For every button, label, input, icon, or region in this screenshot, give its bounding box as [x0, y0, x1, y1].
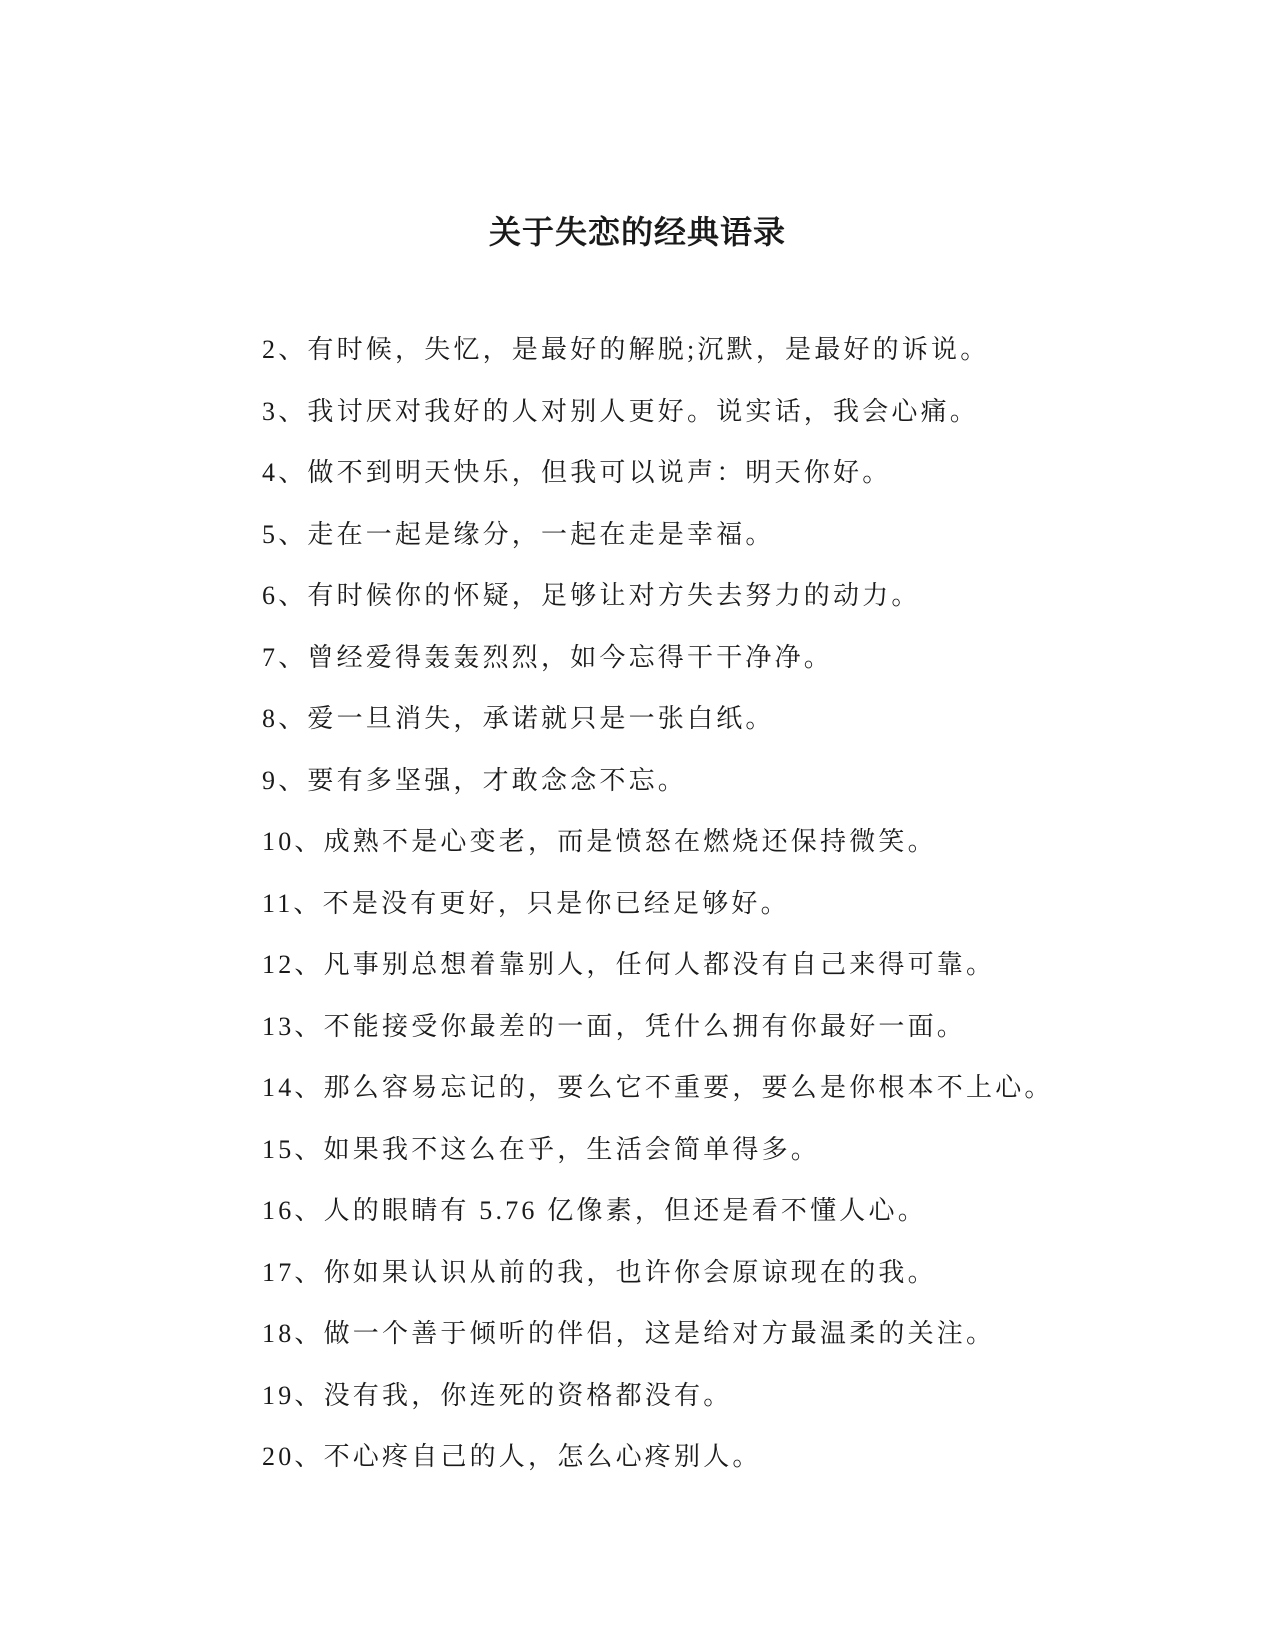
quote-item: 10、成熟不是心变老，而是愤怒在燃烧还保持微笑。 [262, 827, 937, 856]
quote-item: 19、没有我，你连死的资格都没有。 [262, 1380, 733, 1410]
quote-list [262, 330, 1162, 1499]
quote-item: 11、不是没有更好，只是你已经足够好。 [262, 888, 790, 918]
quote-item: 8、爱一旦消失，承诺就只是一张白纸。 [262, 704, 775, 733]
quote-item: 14、那么容易忘记的，要么它不重要，要么是你根本不上心。 [262, 1073, 1054, 1102]
quote-item: 17、你如果认识从前的我，也许你会原谅现在的我。 [262, 1257, 937, 1287]
quote-item: 13、不能接受你最差的一面，凭什么拥有你最好一面。 [262, 1011, 967, 1041]
quote-item: 15、如果我不这么在乎，生活会简单得多。 [262, 1134, 821, 1164]
quote-item: 16、人的眼睛有 5.76 亿像素，但还是看不懂人心。 [262, 1196, 927, 1225]
quote-item: 5、走在一起是缘分，一起在走是幸福。 [262, 519, 775, 549]
quote-item: 18、做一个善于倾听的伴侣，这是给对方最温柔的关注。 [262, 1319, 996, 1348]
quote-item: 2、有时候，失忆，是最好的解脱;沉默，是最好的诉说。 [262, 335, 990, 364]
quote-item: 7、曾经爱得轰轰烈烈，如今忘得干干净净。 [262, 642, 834, 672]
quote-item: 20、不心疼自己的人，怎么心疼别人。 [262, 1442, 762, 1471]
quote-item: 6、有时候你的怀疑，足够让对方失去努力的动力。 [262, 581, 921, 610]
quote-item: 9、要有多坚强，才敢念念不忘。 [262, 765, 688, 795]
quote-item: 4、做不到明天快乐，但我可以说声：明天你好。 [262, 458, 892, 487]
quote-item: 12、凡事别总想着靠别人，任何人都没有自己来得可靠。 [262, 950, 996, 979]
quote-item: 3、我讨厌对我好的人对别人更好。说实话，我会心痛。 [262, 396, 980, 426]
document-title: 关于失恋的经典语录 [488, 213, 786, 251]
